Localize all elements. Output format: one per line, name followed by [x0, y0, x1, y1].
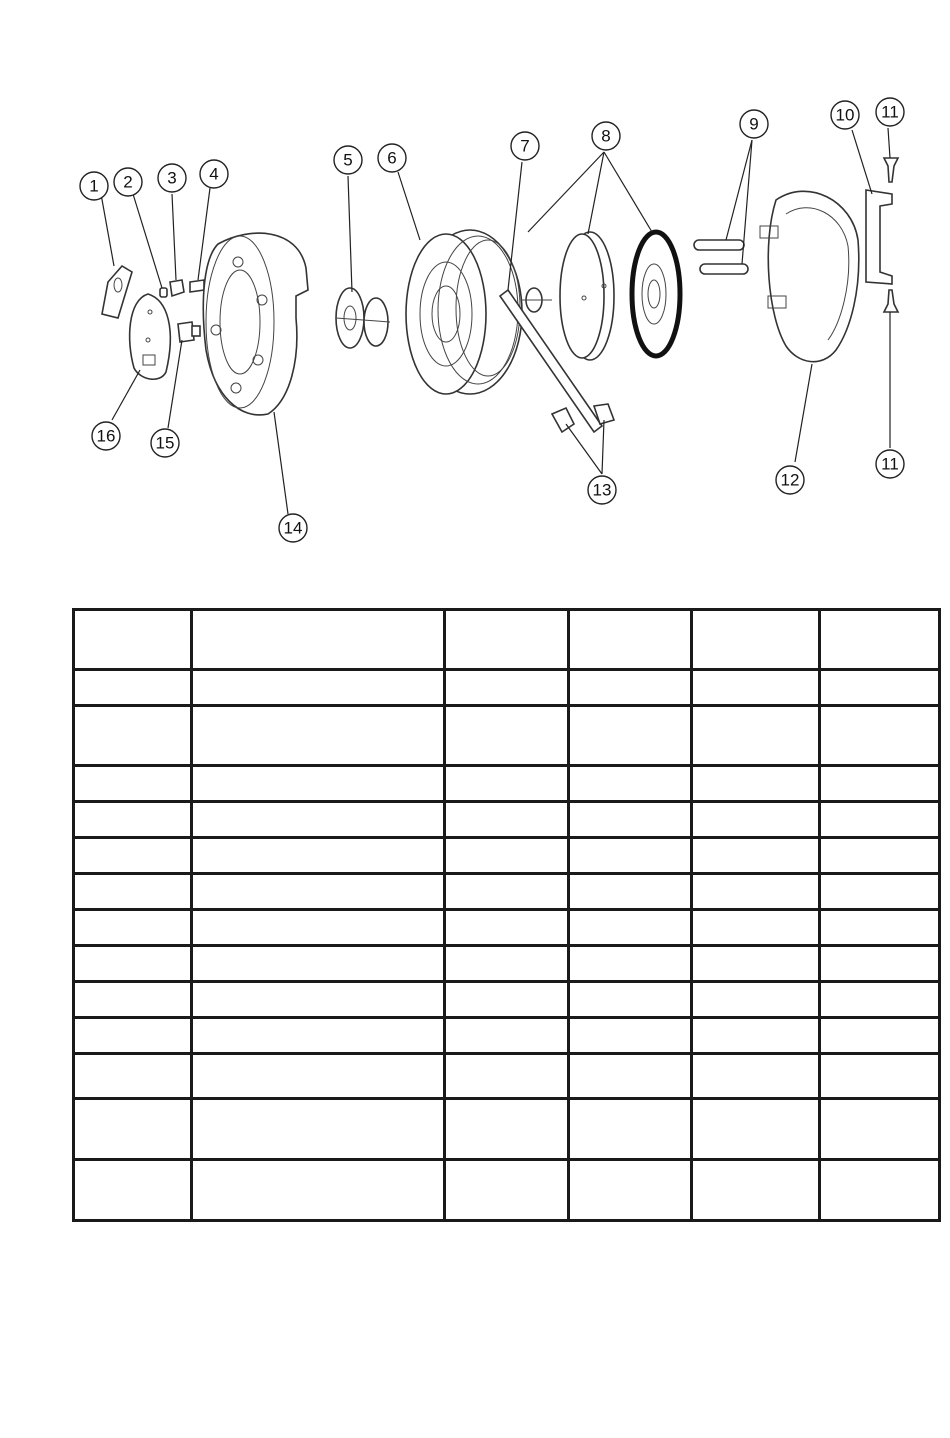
table-cell — [569, 1160, 692, 1221]
table-cell — [692, 946, 820, 982]
parts-table — [72, 608, 941, 1222]
table-cell — [74, 838, 192, 874]
table-cell — [569, 802, 692, 838]
table-cell — [192, 1054, 445, 1099]
table-row — [74, 610, 940, 670]
table-cell — [445, 838, 569, 874]
table-cell — [74, 1018, 192, 1054]
table-cell — [445, 1099, 569, 1160]
table-cell — [445, 610, 569, 670]
callout-14 — [279, 514, 307, 542]
table-cell — [820, 1054, 940, 1099]
svg-text:8: 8 — [601, 126, 611, 146]
table-cell — [820, 766, 940, 802]
table-cell — [445, 1160, 569, 1221]
svg-text:13: 13 — [592, 480, 612, 500]
svg-text:14: 14 — [283, 518, 303, 538]
table-cell — [692, 1099, 820, 1160]
table-cell — [74, 946, 192, 982]
table-cell — [192, 1160, 445, 1221]
callout-4 — [200, 160, 228, 188]
table-cell — [445, 1018, 569, 1054]
table-cell — [445, 706, 569, 766]
callout-16 — [92, 422, 120, 450]
svg-text:1: 1 — [89, 176, 99, 196]
part-15-knob — [178, 322, 200, 342]
part-8-spindle — [522, 288, 552, 312]
svg-text:12: 12 — [780, 470, 800, 490]
table-cell — [445, 982, 569, 1018]
table-cell — [569, 1099, 692, 1160]
table-cell — [445, 946, 569, 982]
callout-1 — [80, 172, 108, 200]
part-11-screw-bottom — [884, 290, 898, 312]
svg-text:4: 4 — [209, 164, 219, 184]
part-3-latch — [170, 280, 184, 296]
callout-2 — [114, 168, 142, 196]
callout-11-bottom — [876, 450, 904, 478]
part-12-cover — [760, 191, 859, 361]
table-cell — [692, 766, 820, 802]
table-cell — [692, 982, 820, 1018]
part-5-gear — [336, 288, 390, 348]
table-cell — [192, 1099, 445, 1160]
table-cell — [74, 706, 192, 766]
table-cell — [569, 706, 692, 766]
svg-text:9: 9 — [749, 114, 759, 134]
table-cell — [820, 1099, 940, 1160]
svg-text:2: 2 — [123, 172, 133, 192]
table-cell — [820, 946, 940, 982]
table-cell — [692, 874, 820, 910]
table-cell — [192, 1018, 445, 1054]
table-cell — [74, 802, 192, 838]
svg-text:7: 7 — [520, 136, 530, 156]
table-row — [74, 766, 940, 802]
part-2-clip — [160, 288, 167, 297]
table-cell — [692, 670, 820, 706]
table-row — [74, 982, 940, 1018]
svg-text:11: 11 — [881, 454, 899, 474]
table-cell — [692, 1054, 820, 1099]
part-6-drum — [406, 230, 522, 394]
table-row — [74, 1099, 940, 1160]
table-cell — [692, 802, 820, 838]
table-cell — [820, 802, 940, 838]
table-cell — [692, 1018, 820, 1054]
callout-3 — [158, 164, 186, 192]
table-cell — [692, 838, 820, 874]
part-9-pins — [694, 240, 748, 274]
table-cell — [74, 1160, 192, 1221]
part-14-housing — [203, 233, 308, 415]
callout-12 — [776, 466, 804, 494]
table-cell — [692, 910, 820, 946]
table-cell — [569, 982, 692, 1018]
table-row — [74, 910, 940, 946]
table-row — [74, 802, 940, 838]
table-row — [74, 874, 940, 910]
svg-text:10: 10 — [835, 105, 855, 125]
table-row — [74, 838, 940, 874]
part-11-screw-top — [884, 158, 898, 182]
svg-text:11: 11 — [881, 102, 899, 122]
part-16-plate — [130, 294, 171, 379]
table-cell — [192, 610, 445, 670]
table-cell — [820, 982, 940, 1018]
table-row — [74, 670, 940, 706]
table-row — [74, 1054, 940, 1099]
table-cell — [569, 766, 692, 802]
table-cell — [820, 1160, 940, 1221]
table-cell — [445, 874, 569, 910]
table-cell — [445, 670, 569, 706]
table-cell — [74, 874, 192, 910]
table-cell — [692, 610, 820, 670]
table-cell — [820, 610, 940, 670]
callout-8 — [592, 122, 620, 150]
table-cell — [74, 766, 192, 802]
table-cell — [445, 766, 569, 802]
callout-6 — [378, 144, 406, 172]
table-row — [74, 1160, 940, 1221]
table-cell — [820, 874, 940, 910]
table-cell — [192, 802, 445, 838]
table-cell — [192, 910, 445, 946]
table-cell — [445, 1054, 569, 1099]
table-row — [74, 706, 940, 766]
table-cell — [569, 1018, 692, 1054]
svg-text:3: 3 — [167, 168, 177, 188]
table-cell — [569, 610, 692, 670]
callout-10 — [831, 101, 859, 129]
table-cell — [192, 838, 445, 874]
part-4-pin — [190, 280, 204, 292]
table-cell — [569, 910, 692, 946]
table-cell — [820, 670, 940, 706]
table-cell — [192, 670, 445, 706]
table-cell — [692, 706, 820, 766]
callout-9 — [740, 110, 768, 138]
table-cell — [74, 910, 192, 946]
table-cell — [74, 610, 192, 670]
table-cell — [74, 1054, 192, 1099]
table-cell — [569, 946, 692, 982]
callout-5 — [334, 146, 362, 174]
table-cell — [820, 1018, 940, 1054]
exploded-parts-diagram — [0, 0, 950, 570]
svg-text:5: 5 — [343, 150, 353, 170]
table-cell — [445, 910, 569, 946]
table-cell — [569, 874, 692, 910]
table-cell — [692, 1160, 820, 1221]
part-10-bracket — [866, 190, 892, 284]
table-cell — [192, 946, 445, 982]
table-cell — [569, 1054, 692, 1099]
callout-13 — [588, 476, 616, 504]
table-cell — [74, 670, 192, 706]
svg-text:6: 6 — [387, 148, 397, 168]
table-cell — [445, 802, 569, 838]
table-cell — [569, 838, 692, 874]
svg-text:16: 16 — [96, 426, 116, 446]
table-cell — [820, 910, 940, 946]
table-cell — [192, 982, 445, 1018]
table-cell — [820, 706, 940, 766]
table-cell — [192, 706, 445, 766]
table-cell — [74, 982, 192, 1018]
table-cell — [192, 766, 445, 802]
callout-7 — [511, 132, 539, 160]
table-cell — [74, 1099, 192, 1160]
table-cell — [820, 838, 940, 874]
table-row — [74, 946, 940, 982]
svg-text:15: 15 — [155, 433, 175, 453]
part-8-disc — [560, 232, 614, 360]
part-8-ring — [632, 232, 680, 356]
callout-15 — [151, 429, 179, 457]
table-row — [74, 1018, 940, 1054]
table-cell — [192, 874, 445, 910]
part-1-cap — [102, 266, 132, 318]
callout-11-top — [876, 98, 904, 126]
table-cell — [569, 670, 692, 706]
